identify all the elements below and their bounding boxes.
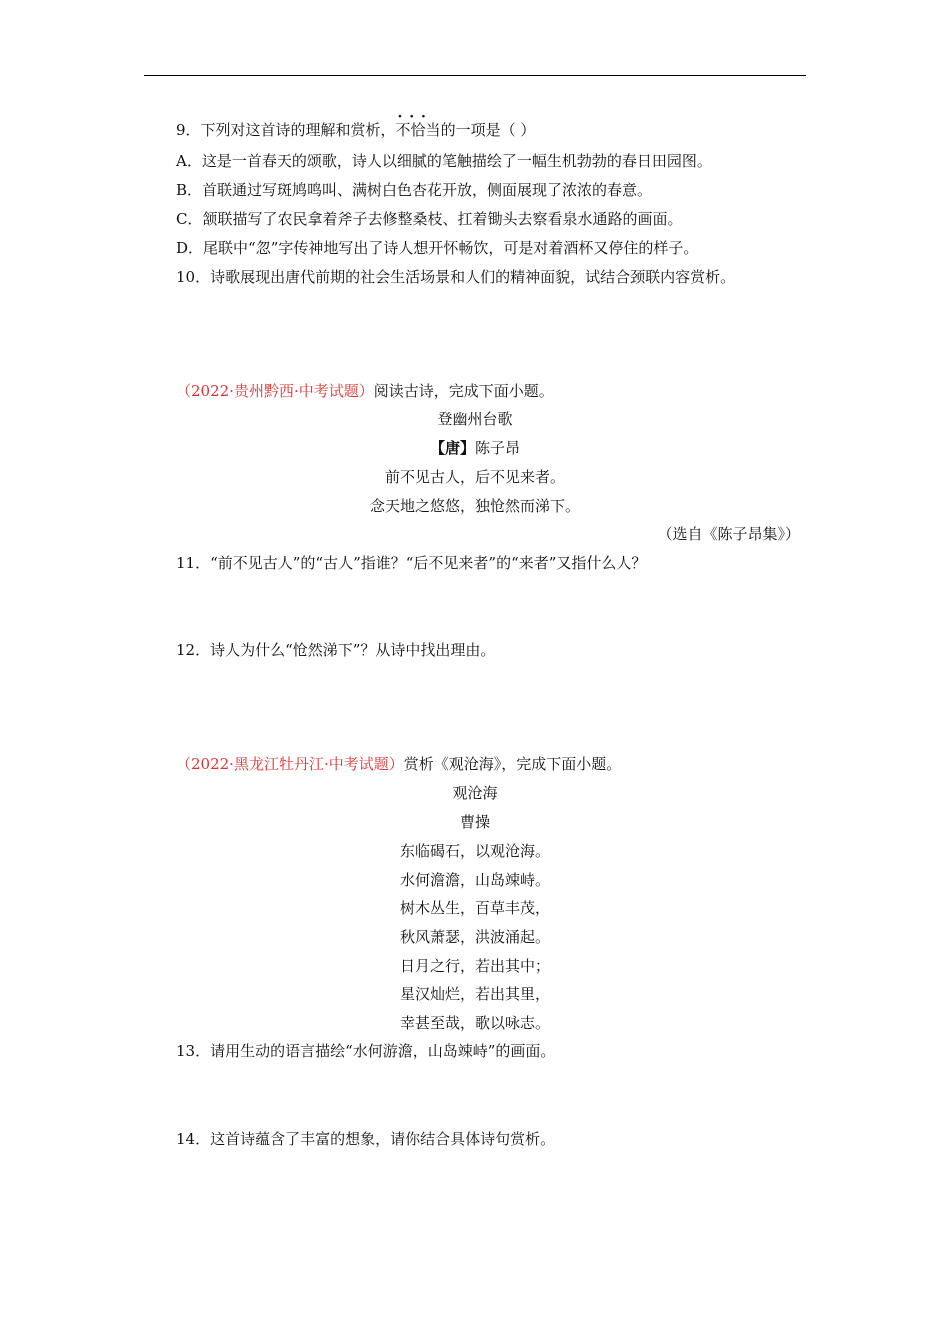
poem-1-citation: （选自《陈子昂集》）: [657, 525, 800, 543]
poem-2-line: 幸甚至哉，歌以咏志。: [399, 1014, 550, 1032]
poem-2-line: 东临碣石，以观沧海。: [399, 842, 550, 860]
question-9: [176, 120, 535, 140]
header-rule: [144, 75, 806, 76]
question-9-option-a: A．这是一首春天的颂歌，诗人以细腻的笔触描绘了一幅生机勃勃的春日田园图。: [176, 152, 712, 170]
section-2-instruction: 阅读古诗，完成下面小题。: [373, 382, 554, 400]
poem-2-line: 水何澹澹，山岛竦峙。: [399, 871, 550, 889]
question-9-option-c: C．颔联描写了农民拿着斧子去修整桑枝、扛着锄头去察看泉水通路的画面。: [176, 210, 683, 228]
poem-1-line: 前不见古人，后不见来者。: [384, 468, 565, 486]
poem-2-line: 树木丛生，百草丰茂，: [399, 899, 550, 917]
question-9-option-d: D．尾联中“忽”字传神地写出了诗人想开怀畅饮，可是对着酒杯又停住的样子。: [176, 239, 699, 257]
question-11: 11．“前不见古人”的“古人”指谁？“后不见来者”的“来者”又指什么人？: [176, 554, 647, 572]
poem-1-author: 陈子昂: [475, 439, 521, 457]
question-10: 10．诗歌展现出唐代前期的社会生活场景和人们的精神面貌，试结合颈联内容赏析。: [176, 268, 736, 286]
question-9-suffix: 的一项是（ ）: [440, 121, 536, 139]
poem-2-line: 星汉灿烂，若出其里，: [399, 985, 550, 1003]
poem-2-line: 日月之行，若出其中；: [399, 957, 550, 975]
poem-2-title: 观沧海: [452, 784, 498, 802]
question-13: 13．请用生动的语言描绘“水何游澹，山岛竦峙”的画面。: [176, 1042, 556, 1060]
question-14: 14．这首诗蕴含了丰富的想象，请你结合具体诗句赏析。: [176, 1130, 556, 1148]
section-3-heading: [176, 754, 621, 774]
poem-1-title: 登幽州台歌: [437, 410, 513, 428]
section-3-instruction: 赏析《观沧海》，完成下面小题。: [403, 755, 622, 773]
poem-2-author: 曹操: [459, 813, 490, 831]
question-9-emphasis: · · · 不恰当: [396, 120, 441, 140]
poem-1-line: 念天地之悠悠，独怆然而涕下。: [369, 497, 580, 515]
poem-1-dynasty: 【唐】: [429, 439, 475, 457]
section-2-source: （2022·贵州黔西·中考试题）: [176, 382, 374, 400]
section-2-heading: [176, 381, 554, 401]
question-12: 12．诗人为什么“怆然涕下”？从诗中找出理由。: [176, 641, 496, 659]
question-9-option-b: B．首联通过写斑鸠鸣叫、满树白色杏花开放，侧面展现了浓浓的春意。: [176, 181, 653, 199]
section-3-source: （2022·黑龙江牡丹江·中考试题）: [176, 755, 404, 773]
poem-2-line: 秋风萧瑟，洪波涌起。: [399, 928, 550, 946]
poem-1-author-line: [0, 438, 950, 458]
question-9-prefix: 9．下列对这首诗的理解和赏析，: [176, 121, 396, 139]
